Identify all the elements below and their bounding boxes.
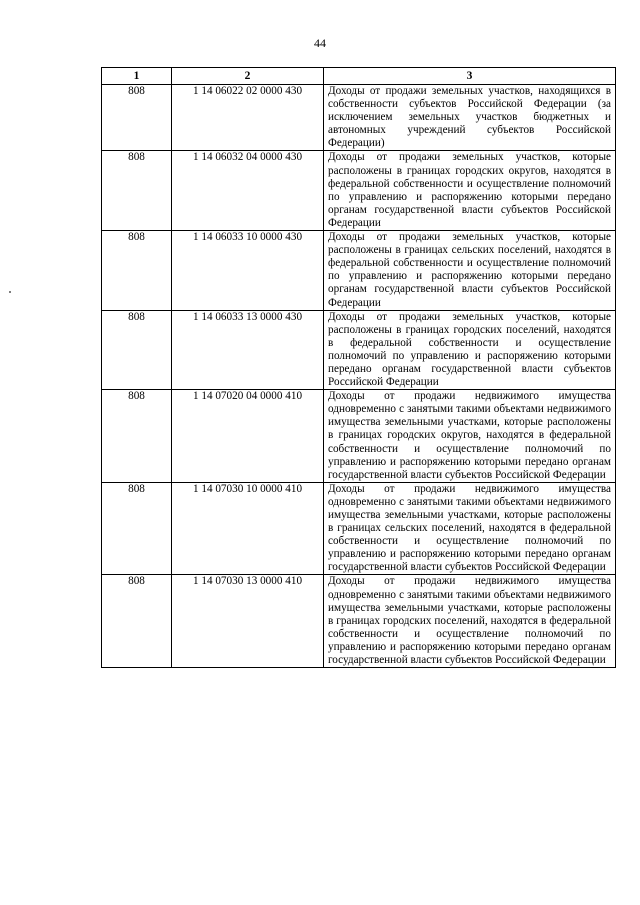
table-row (102, 390, 616, 483)
revenue-codes-table (101, 67, 616, 668)
table-row (102, 151, 616, 231)
column-header-3: 3 (324, 68, 616, 85)
scan-artifact-dot (9, 291, 11, 293)
description-cell: Доходы от продажи недвижимого имущества одновременно с занятыми такими объектами недвижимого имущества земельными участками, которые расположены в границах сельских поселений, находятся в федеральной собственности и осуществление полномочий по управлению и распоряжению которыми передано органам государственной власти субъектов Российской Федерации (324, 482, 616, 575)
description-cell: Доходы от продажи недвижимого имущества одновременно с занятыми такими объектами недвижимого имущества земельными участками, которые расположены в границах городских поселений, находятся в федеральной собственности и осуществление полномочий по управлению и распоряжению которыми передано органам государственной власти субъектов Российской Федерации (324, 575, 616, 668)
budget-code-cell: 1 14 06033 10 0000 430 (172, 231, 324, 311)
budget-code-cell: 1 14 06032 04 0000 430 (172, 151, 324, 231)
table-row (102, 85, 616, 151)
budget-code-cell: 1 14 07030 10 0000 410 (172, 482, 324, 575)
column-header-1: 1 (102, 68, 172, 85)
column-header-2: 2 (172, 68, 324, 85)
description-cell: Доходы от продажи земельных участков, которые расположены в границах городских поселений, находятся в федеральной собственности и осуществление полномочий по управлению и распоряжению которыми передано органам государственной власти субъектов Российской Федерации (324, 310, 616, 390)
table-row (102, 310, 616, 390)
admin-code-cell: 808 (102, 575, 172, 668)
description-cell: Доходы от продажи земельных участков, которые расположены в границах сельских поселений, находятся в федеральной собственности и осуществление полномочий по управлению и распоряжению которыми передано органам государственной власти субъектов Российской Федерации (324, 231, 616, 311)
table-row (102, 575, 616, 668)
admin-code-cell: 808 (102, 482, 172, 575)
admin-code-cell: 808 (102, 85, 172, 151)
budget-code-cell: 1 14 06022 02 0000 430 (172, 85, 324, 151)
budget-code-cell: 1 14 07020 04 0000 410 (172, 390, 324, 483)
description-cell: Доходы от продажи земельных участков, находящихся в собственности субъектов Российской Федерации (за исключением земельных участков бюджетных и автономных учреждений субъектов Российской Федерации) (324, 85, 616, 151)
table-row (102, 482, 616, 575)
budget-code-cell: 1 14 06033 13 0000 430 (172, 310, 324, 390)
admin-code-cell: 808 (102, 151, 172, 231)
description-cell: Доходы от продажи недвижимого имущества одновременно с занятыми такими объектами недвижимого имущества земельными участками, которые расположены в границах городских округов, находятся в федеральной собственности и осуществление полномочий по управлению и распоряжению которыми передано органам государственной власти субъектов Российской Федерации (324, 390, 616, 483)
description-cell: Доходы от продажи земельных участков, которые расположены в границах городских округов, находятся в федеральной собственности и осуществление полномочий по управлению и распоряжению которыми передано органам государственной власти субъектов Российской Федерации (324, 151, 616, 231)
table-header-row (102, 68, 616, 85)
admin-code-cell: 808 (102, 310, 172, 390)
table-row (102, 231, 616, 311)
budget-code-cell: 1 14 07030 13 0000 410 (172, 575, 324, 668)
page-number: 44 (314, 36, 326, 50)
admin-code-cell: 808 (102, 390, 172, 483)
admin-code-cell: 808 (102, 231, 172, 311)
